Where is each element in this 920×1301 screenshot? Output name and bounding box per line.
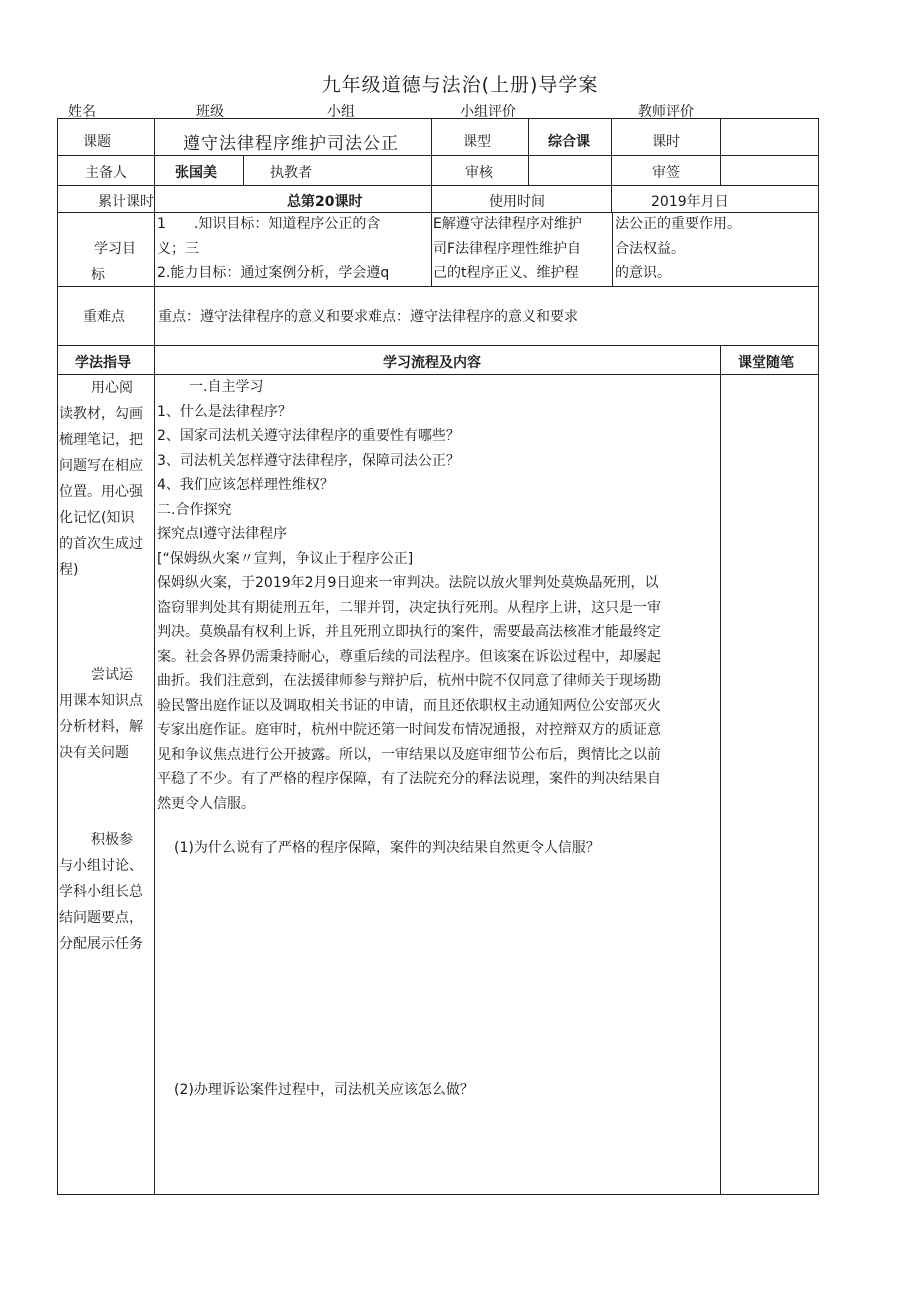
preparer-label: 主备人 <box>85 165 127 181</box>
use-time-value: 2019年月日 <box>651 194 729 210</box>
column-divider <box>528 118 529 185</box>
guide-note-line: 用心阅 <box>91 380 133 396</box>
goal-line: 法公正的重要作用。 <box>615 216 741 232</box>
row-divider <box>57 185 819 186</box>
review-label: 审核 <box>465 165 493 181</box>
column-divider <box>431 118 432 212</box>
key-points-text: 重点：遵守法律程序的意义和要求难点：遵守法律程序的意义和要求 <box>158 309 578 325</box>
guide-note-discuss <box>59 827 153 957</box>
column-divider <box>154 118 155 1195</box>
guide-note-line: 尝试运 <box>91 667 133 683</box>
group-evaluation-label: 小组评价 <box>460 104 516 120</box>
key-points-label: 重难点 <box>83 309 125 325</box>
name-label: 姓名 <box>68 104 96 120</box>
case-line: 曲折。我们注意到，在法援律师参与辩护后，杭州中院不仅同意了律师关于现场勘 <box>157 673 661 689</box>
use-time-label: 使用时间 <box>489 194 545 210</box>
goal-line: 的意识。 <box>615 265 671 281</box>
goal-line: 2.能力目标：通过案例分析，学会遵q <box>157 265 390 281</box>
guide-note-line: 分析材料，解 <box>59 719 143 735</box>
goals-label-line: 学习目 <box>94 241 136 257</box>
question-1: (1)为什么说有了严格的程序保障，案件的判决结果自然更令人信服？ <box>174 840 600 856</box>
guide-note-line: 与小组讨论、 <box>59 858 143 874</box>
guide-note-apply <box>59 662 153 766</box>
question-item: 3、司法机关怎样遵守法律程序，保障司法公正？ <box>157 452 460 469</box>
goal-line: 合法权益。 <box>615 240 685 257</box>
page-title: 九年级道德与法治(上册)导学案 <box>321 74 599 96</box>
column-divider <box>720 345 721 1195</box>
column-divider <box>720 118 721 185</box>
case-line: 盗窃罪判处其有期徒刑五年，二罪并罚，决定执行死刑。从程序上讲，这只是一审 <box>157 599 661 616</box>
goal-line: E解遵守法律程序对维护 <box>433 216 582 232</box>
case-line: 保姆纵火案，于2019年2月9日迎来一审判决。法院以放火罪判处莫焕晶死刑，以 <box>157 575 659 591</box>
type-value: 综合课 <box>548 134 590 150</box>
guide-note-reading <box>59 375 153 583</box>
guide-note-line: 读教材，勾画 <box>59 406 143 422</box>
guide-note-line: 的首次生成过 <box>59 536 143 552</box>
guide-note-line: 积极参 <box>91 832 133 848</box>
process-header: 学习流程及内容 <box>383 355 481 371</box>
goals-column-2 <box>433 212 611 286</box>
case-line: 案。社会各界仍需秉持耐心，尊重后续的司法程序。但该案在诉讼过程中，却屡起 <box>157 648 661 665</box>
guide-note-line: 用课本知识点 <box>59 693 143 709</box>
total-hours-value: 总第20课时 <box>287 194 363 210</box>
guide-note-line: 分配展示任务 <box>59 936 143 952</box>
goal-line: 义；三 <box>157 240 199 257</box>
class-label: 班级 <box>196 104 224 120</box>
case-line: 判决。莫焕晶有权利上诉，并且死刑立即执行的案件，需要最高法核准才能最终定 <box>157 624 661 640</box>
goal-line: 司F法律程序理性维护自 <box>433 240 582 257</box>
group-label: 小组 <box>327 104 355 120</box>
column-divider <box>612 212 613 286</box>
guide-note-line: 学科小组长总 <box>59 884 143 900</box>
cooperation-heading: 二.合作探究 <box>157 501 232 518</box>
guide-note-line: 化记忆(知识 <box>59 510 135 526</box>
row-divider <box>57 345 819 346</box>
column-divider <box>611 118 612 212</box>
goals-column-3 <box>615 212 815 286</box>
teacher-label: 执教者 <box>270 165 312 181</box>
hours-label: 课时 <box>652 134 680 150</box>
guide-note-line: 位置。用心强 <box>59 484 143 500</box>
goals-label-line: 标 <box>91 267 105 283</box>
question-2: (2)办理诉讼案件过程中，司法机关应该怎么做？ <box>174 1082 474 1098</box>
guide-header: 学法指导 <box>75 355 131 371</box>
approve-label: 审签 <box>652 165 680 181</box>
case-line: 见和争议焦点进行公开披露。所以，一审结果以及庭审细节公布后，舆情比之以前 <box>157 746 661 763</box>
guide-note-line: 程) <box>59 562 79 578</box>
teacher-evaluation-label: 教师评价 <box>638 104 694 120</box>
total-hours-label: 累计课时 <box>98 194 154 210</box>
topic-value: 遵守法律程序维护司法公正 <box>183 134 399 154</box>
process-content <box>157 375 717 816</box>
guide-note-line: 梳理笔记，把 <box>59 432 143 448</box>
question-item: 4、我们应该怎样理性维权？ <box>157 477 334 493</box>
explore-point: 探究点Ⅰ遵守法律程序 <box>157 526 288 542</box>
topic-label: 课题 <box>83 134 111 150</box>
row-divider <box>57 155 819 156</box>
row-divider <box>57 286 819 287</box>
case-line: 然更令人信服。 <box>157 795 255 812</box>
question-item: 1、什么是法律程序？ <box>157 403 292 420</box>
case-line: 平稳了不少。有了严格的程序保障，有了法院充分的释法说理，案件的判决结果自 <box>157 771 661 787</box>
guide-note-line: 问题写在相应 <box>59 458 143 474</box>
notes-header: 课堂随笔 <box>738 355 794 371</box>
question-item: 2、国家司法机关遵守法律程序的重要性有哪些？ <box>157 428 460 444</box>
case-line: 验民警出庭作证以及调取相关书证的申请，而且还依职权主动通知两位公安部灭火 <box>157 697 661 714</box>
preparer-value: 张国美 <box>175 165 217 181</box>
column-divider <box>431 212 432 286</box>
goals-column-1 <box>157 212 429 286</box>
guide-note-line: 结问题要点， <box>59 910 143 926</box>
type-label: 课型 <box>463 134 491 150</box>
self-study-heading: 一.自主学习 <box>189 379 264 395</box>
column-divider <box>243 155 244 185</box>
goal-line: 1 .知识目标：知道程序公正的含 <box>157 216 381 232</box>
goal-line: 己的t程序正义、维护程 <box>433 265 579 281</box>
guide-note-line: 决有关问题 <box>59 745 129 761</box>
case-title: [“保姆纵火案〃宣判，争议止于程序公正] <box>157 550 414 567</box>
case-line: 专家出庭作证。庭审时，杭州中院还第一时间发布情况通报，对控辩双方的质证意 <box>157 722 661 738</box>
